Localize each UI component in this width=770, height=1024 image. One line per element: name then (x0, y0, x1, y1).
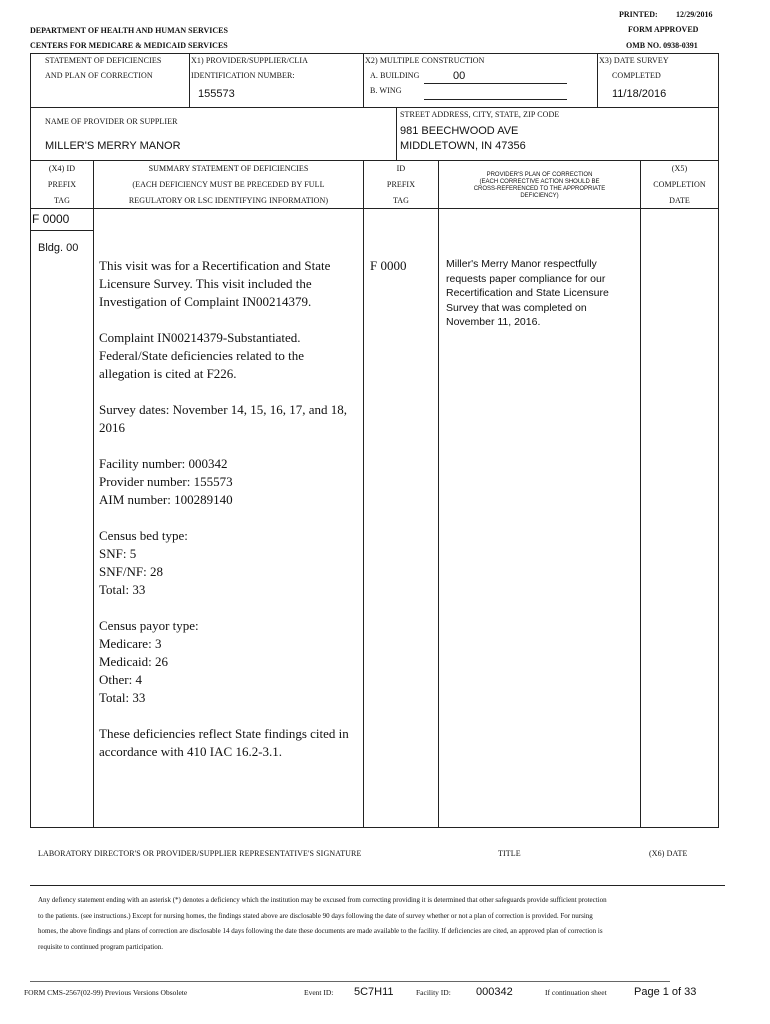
building-underline (424, 83, 567, 84)
col-divider-x4 (93, 160, 94, 827)
statement-label-2: AND PLAN OF CORRECTION (45, 71, 153, 80)
event-id-label: Event ID: (304, 988, 334, 997)
continuation-label: If continuation sheet (545, 988, 607, 997)
plan-header-2: (EACH CORRECTIVE ACTION SHOULD BE (479, 179, 600, 185)
plan-header-4: DEFICIENCY) (520, 193, 559, 199)
x1-label-2: IDENTIFICATION NUMBER: (191, 71, 295, 80)
id-header-2: PREFIX (386, 180, 416, 189)
department-name: DEPARTMENT OF HEALTH AND HUMAN SERVICES (30, 26, 228, 35)
paragraph-facility-numbers: Facility number: 000342 Provider number: 155573 AIM number: 100289140 (99, 456, 233, 507)
address-label: STREET ADDRESS, CITY, STATE, ZIP CODE (400, 110, 560, 119)
wing-label: B. WING (370, 86, 402, 95)
plan-tag: F 0000 (370, 258, 407, 273)
paragraph-state-findings: These deficiencies reflect State findings cited in accordance with 410 IAC 16.2-3.1. (99, 726, 349, 759)
footer-rule (30, 981, 670, 982)
form-approved: FORM APPROVED (628, 25, 699, 34)
paragraph-visit: This visit was for a Recertification and State Licensure Survey. This visit included the Investigation of Complaint IN00214379. (99, 258, 331, 309)
disclaimer-text: Any defiency statement ending with an asterisk (*) denotes a deficiency which the institution may be excused from correcting providing it is determined that other safeguards provide sufficient protection to the patients. (see instructions.) Except for nursing homes, the findings stated above are disclosable 90 days following the date of survey whether or not a plan of correction is provided. For nursing homes, the above findings and plans of correction are disclosable 14 days following the date these documents are made available to the facility. If deficiencies are cited, an approved plan of correction is requisite to continued program participation. (38, 896, 607, 951)
divider-x3 (597, 53, 598, 107)
x4-header-1: (X4) ID (48, 164, 76, 173)
id-header-1: ID (396, 164, 406, 173)
provider-name-label: NAME OF PROVIDER OR SUPPLIER (45, 117, 178, 126)
provider-divider (396, 107, 397, 160)
printed-date: 12/29/2016 (676, 10, 713, 19)
title-label: TITLE (498, 849, 521, 858)
printed-label: PRINTED: (619, 10, 658, 19)
signature-bottom-border (30, 885, 725, 886)
x4-header-3: TAG (53, 196, 71, 205)
divider-x1 (189, 53, 190, 107)
summary-header-3: REGULATORY OR LSC IDENTIFYING INFORMATION) (128, 196, 329, 205)
col-divider-id (438, 160, 439, 827)
x4-header-2: PREFIX (47, 180, 77, 189)
building-tag: Bldg. 00 (38, 242, 79, 254)
summary-header-1: SUMMARY STATEMENT OF DEFICIENCIES (148, 164, 309, 173)
paragraph-census-payor: Census payor type: Medicare: 3 Medicaid: 26 Other: 4 Total: 33 (99, 618, 199, 705)
form-number: FORM CMS-2567(02-99) Previous Versions Obsolete (24, 988, 188, 997)
summary-statement (99, 257, 357, 779)
col-divider-summary (363, 160, 364, 827)
tag-row-border (30, 230, 94, 231)
signature-label: LABORATORY DIRECTOR'S OR PROVIDER/SUPPLIER REPRESENTATIVE'S SIGNATURE (38, 849, 362, 858)
x5-header-3: DATE (669, 196, 690, 205)
provider-id-value: 155573 (198, 88, 235, 100)
page-number: Page 1 of 33 (634, 986, 697, 998)
box1-bottom-border (30, 107, 718, 108)
plan-header-3: CROSS-REFERENCED TO THE APPROPRIATE (473, 186, 606, 192)
col-divider-plan (640, 160, 641, 827)
building-label: A. BUILDING (370, 71, 420, 80)
facility-id-value: 000342 (476, 986, 513, 998)
x2-label: X2) MULTIPLE CONSTRUCTION (365, 56, 485, 65)
facility-id-label: Facility ID: (416, 988, 451, 997)
paragraph-survey-dates: Survey dates: November 14, 15, 16, 17, and 18, 2016 (99, 402, 348, 435)
address-line-1: 981 BEECHWOOD AVE (400, 125, 519, 137)
x5-header-1: (X5) (671, 164, 688, 173)
x6-date-label: (X6) DATE (649, 849, 688, 858)
wing-underline (424, 99, 567, 100)
statement-label-1: STATEMENT OF DEFICIENCIES (45, 56, 162, 65)
building-value: 00 (453, 70, 466, 82)
x3-label-1: X3) DATE SURVEY (599, 56, 669, 65)
paragraph-census-bed: Census bed type: SNF: 5 SNF/NF: 28 Total: 33 (99, 528, 188, 597)
top-border (30, 53, 718, 54)
omb-number: OMB NO. 0938-0391 (626, 41, 698, 50)
summary-header-2: (EACH DEFICIENCY MUST BE PRECEDED BY FULL (132, 180, 325, 189)
x1-label-1: X1) PROVIDER/SUPPLIER/CLIA (191, 56, 309, 65)
signature-top-border (30, 827, 719, 828)
id-header-3: TAG (392, 196, 410, 205)
event-id-value: 5C7H11 (354, 986, 394, 998)
divider-x2 (363, 53, 364, 107)
provider-bottom-border (30, 160, 718, 161)
deficiency-tag: F 0000 (32, 212, 70, 226)
right-border (718, 53, 719, 827)
address-line-2: MIDDLETOWN, IN 47356 (400, 140, 526, 152)
provider-name-value: MILLER'S MERRY MANOR (45, 140, 181, 152)
x5-header-2: COMPLETION (653, 180, 706, 189)
paragraph-complaint: Complaint IN00214379-Substantiated. Federal/State deficiencies related to the allegation is cited at F226. (99, 330, 305, 381)
centers-name: CENTERS FOR MEDICARE & MEDICAID SERVICES (30, 41, 228, 50)
plan-header-1: PROVIDER'S PLAN OF CORRECTION (486, 172, 593, 178)
x3-label-2: COMPLETED (612, 71, 661, 80)
column-header-bottom-border (30, 208, 718, 209)
survey-date-value: 11/18/2016 (612, 88, 667, 100)
plan-of-correction: Miller's Merry Manor respectfully requests paper compliance for our Recertification and State Licensure Survey that was completed on November 11, 2016. (446, 258, 609, 328)
